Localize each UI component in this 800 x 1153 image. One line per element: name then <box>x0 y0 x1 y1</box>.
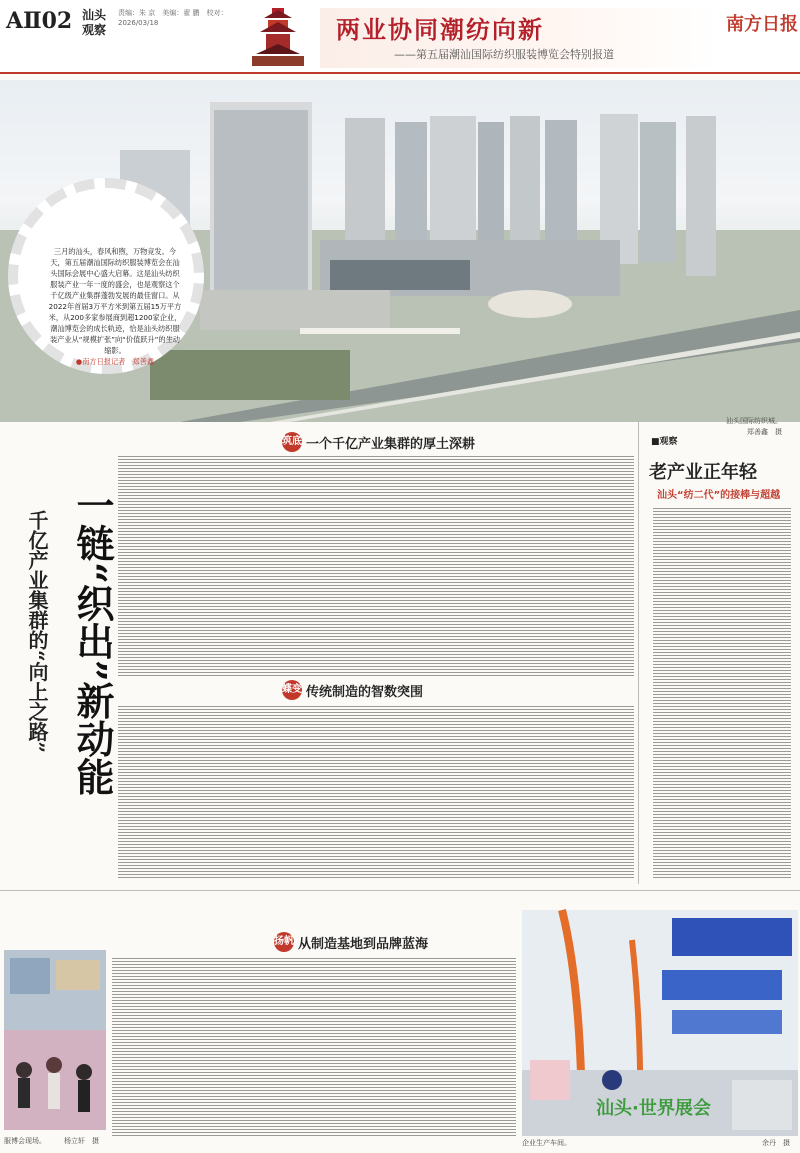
intro-paragraph: 三月的汕头，春风和煦，万物竞发。今天，第五届潮汕国际纺织服装博览会在汕头国际会展中心盛大启幕。这是汕头纺织服装产业一年一度的盛会，也是观察这个千亿级产业集群蓬勃发展的最佳窗口。从2022年首届3万平方米到第五届15万平方米，从200多家参展商到超1200家企业，潮汕博览会的成长轨迹，恰是汕头纺织服装产业从“规模扩张”向“价值跃升”的生动缩影。 <box>48 247 182 355</box>
main-headline: 一链“织出”新动能 <box>70 486 115 796</box>
sidebar-body-text <box>653 508 791 878</box>
factory-workshop-photo <box>522 910 798 1136</box>
expo-venue-drawing <box>4 950 106 1130</box>
section-badge: 筑底 <box>282 432 302 452</box>
section-title: 传统制造的智数突围 <box>306 684 424 700</box>
page-header <box>0 0 800 74</box>
pagoda-illustration <box>242 2 314 70</box>
expo-venue-photo <box>4 950 106 1130</box>
observation-sidebar <box>638 422 800 884</box>
banner <box>320 8 720 68</box>
right-photo-caption: 企业生产车间。 <box>522 1139 571 1147</box>
editor-credits <box>118 8 227 28</box>
section-badge: 蝶变 <box>282 680 302 700</box>
sidebar-label: ■观察 <box>651 437 678 447</box>
banner-title: 两业协同潮纺向新 <box>336 15 544 44</box>
section-heading-1 <box>282 432 475 452</box>
sidebar-title: 老产业正年轻 <box>649 462 757 483</box>
newspaper-logo: 南方日报 <box>726 14 798 35</box>
section-title: 一个千亿产业集群的厚土深耕 <box>306 436 476 452</box>
section-name: 汕头观察 <box>82 8 107 37</box>
section-badge: 扬帆 <box>274 932 294 952</box>
banner-subtitle: ——第五届潮汕国际纺织服装博览会特别报道 <box>394 48 614 61</box>
section-heading-3 <box>274 932 428 952</box>
section-title: 从制造基地到品牌蓝海 <box>298 936 429 952</box>
sub-headline: 千亿产业集群的“向上之路” <box>25 510 49 754</box>
photo-caption-text: 汕头国际纺织城。 <box>726 417 782 425</box>
section-2-body-text <box>118 706 634 878</box>
photo-credit: 郑善鑫 摄 <box>747 428 782 436</box>
section-divider <box>0 890 800 891</box>
section-1-body-text <box>118 456 634 678</box>
date-text: 2026/03/18 <box>118 19 159 27</box>
expo-watermark: 汕头·世界展会 <box>596 1098 711 1119</box>
section-heading-2 <box>282 680 423 700</box>
left-photo-caption: 服博会现场。 <box>4 1137 46 1145</box>
page-number: AⅡ02 <box>6 8 73 34</box>
intro-reporter: ●南方日报记者 郑善鑫 <box>75 357 155 366</box>
right-photo-credit: 余丹 摄 <box>762 1139 790 1147</box>
section-3-body-text <box>112 958 516 1136</box>
intro-text-box <box>48 246 182 367</box>
sidebar-subtitle: 汕头“纺二代”的接棒与超越 <box>657 490 781 501</box>
left-photo-credit: 杨立轩 摄 <box>64 1137 99 1145</box>
credits-text: 责编：朱 京 美编：翟 鹏 校对： <box>118 9 228 17</box>
